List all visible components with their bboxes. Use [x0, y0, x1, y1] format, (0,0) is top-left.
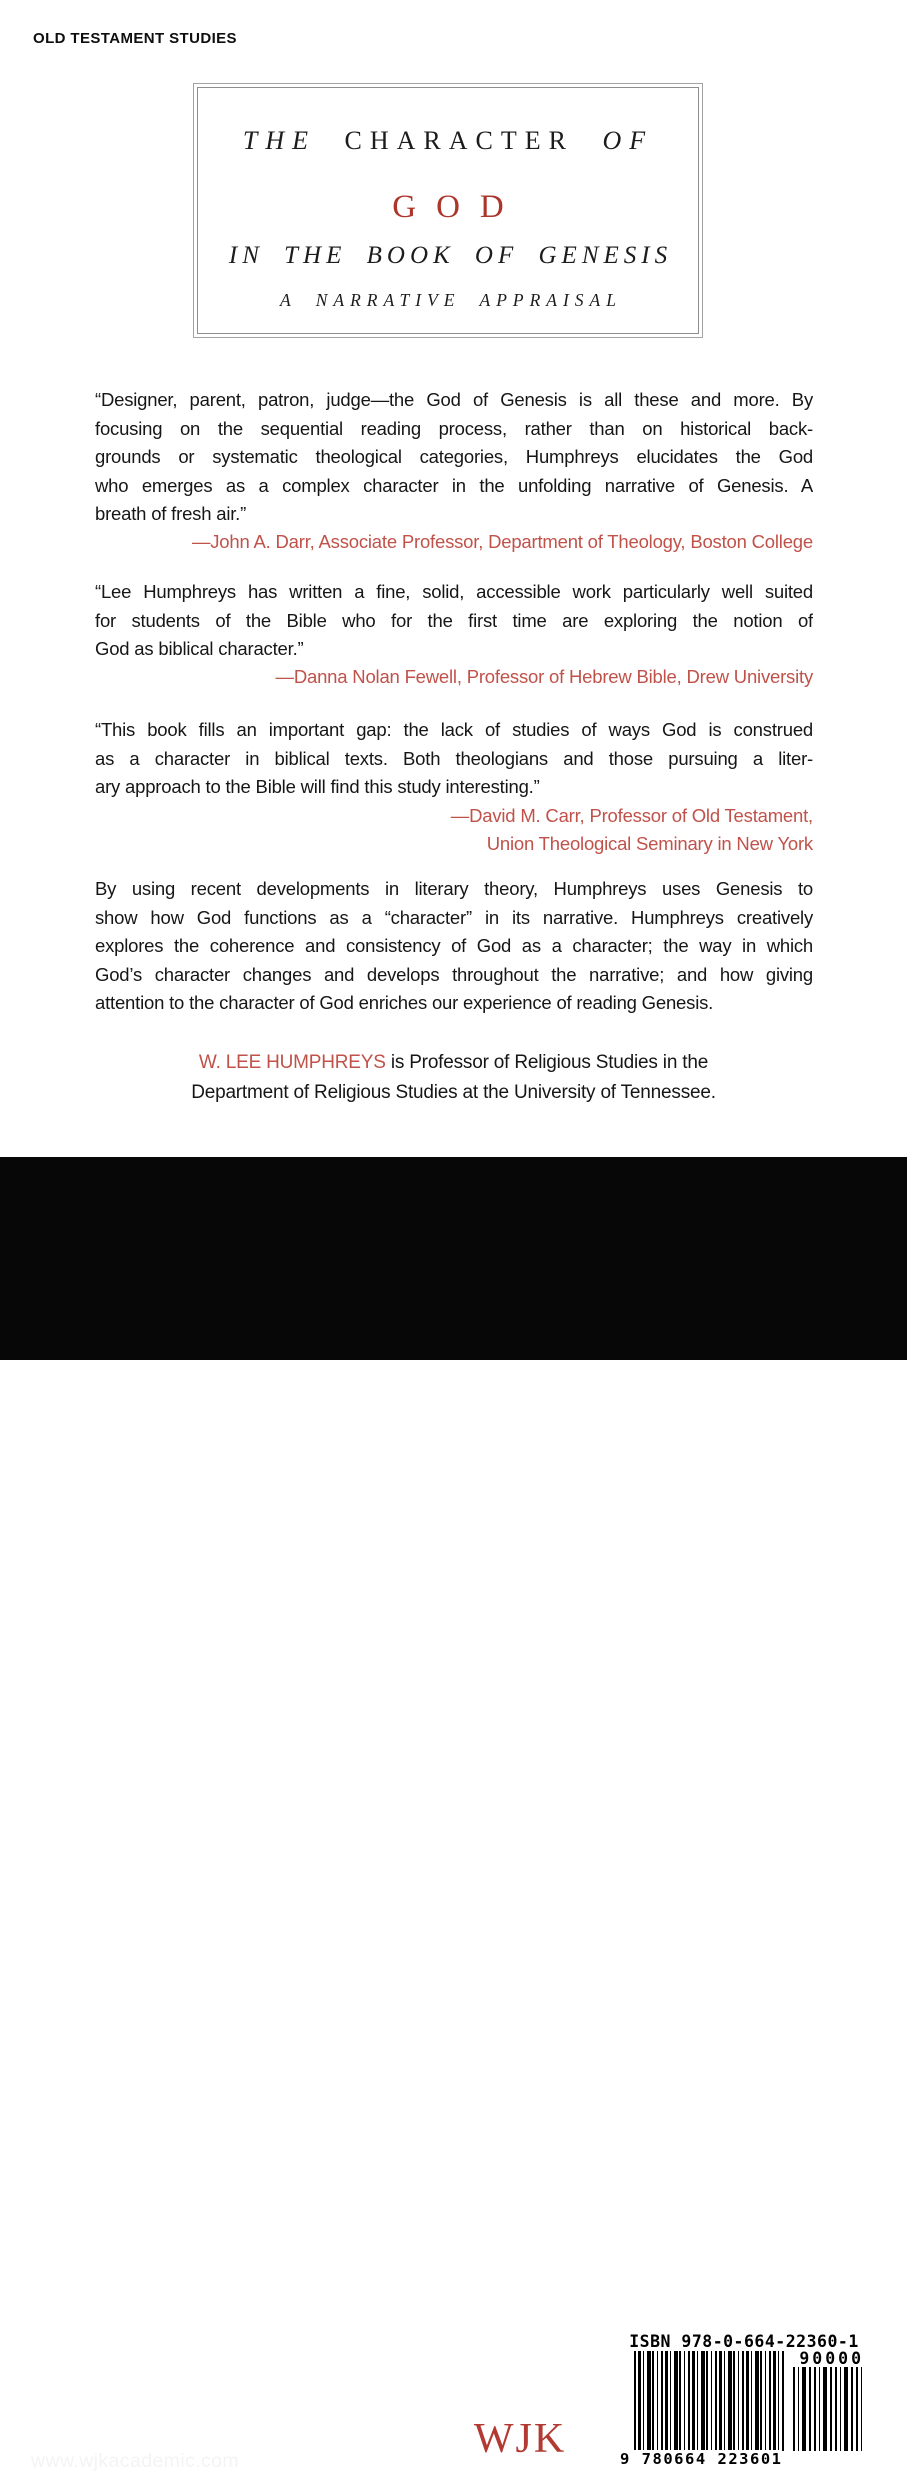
title-line-main: [198, 126, 698, 156]
text-line: attention to the character of God enriches our experience of reading Genesis.: [95, 992, 714, 1014]
description-paragraph: [95, 875, 813, 1018]
title-tagline: A NARRATIVE APPRAISAL: [280, 290, 622, 310]
barcode-bars-supplement: [793, 2367, 863, 2451]
text-line: “Lee Humphreys has written a fine, solid, accessible work particularly well suited: [95, 581, 813, 602]
text-line: focusing on the sequential reading process, rather than on historical back-: [95, 417, 813, 439]
author-bio: [173, 1048, 734, 1108]
text-line: Union Theological Seminary in New York: [486, 833, 813, 855]
publisher-logo: [439, 2400, 599, 2475]
description-lines: [95, 875, 813, 1018]
quote-2-lines: [95, 578, 813, 664]
publisher-wjk-monogram: WJK: [473, 2416, 567, 2462]
text-line: for students of the Bible who for the first time are exploring the notion of: [95, 609, 813, 631]
text-line: explores the coherence and consistency of God as a character; the way in which: [95, 935, 813, 957]
title-box-inner-border: [197, 87, 699, 334]
text-line: who emerges as a complex character in the unfolding narrative of Genesis. A: [95, 474, 813, 496]
barcode-bars-main: [634, 2351, 784, 2451]
text-line: “This book fills an important gap: the lack of studies of ways God is construed: [95, 719, 813, 740]
text-line: God’s character changes and develops throughout the narrative; and how giving: [95, 963, 813, 985]
barcode: [618, 2329, 870, 2472]
quote-1-lines: [95, 386, 813, 529]
text-line: ary approach to the Bible will find this study interesting.”: [95, 776, 540, 798]
title-word-the: THE: [242, 126, 316, 155]
quote-paragraph-2: [95, 578, 813, 691]
author-bio-line-2: Department of Religious Studies at the University of Tennessee.: [191, 1082, 716, 1103]
publisher-city-london: LONDON: [456, 2460, 518, 2474]
text-line: breath of fresh air.”: [95, 503, 247, 525]
text-line: as a character in biblical texts. Both theologians and those pursuing a liter-: [95, 747, 813, 769]
title-subtitle: IN THE BOOK OF GENESIS: [228, 242, 673, 269]
quote-3-attribution: [95, 802, 813, 859]
series-label: OLD TESTAMENT STUDIES: [33, 30, 237, 47]
quote-2-attribution: —Danna Nolan Fewell, Professor of Hebrew Bible, Drew University: [275, 665, 813, 687]
title-word-character: CHARACTER: [344, 126, 574, 155]
text-line: God as biblical character.”: [95, 638, 304, 660]
publisher-cities-bottom: [456, 2460, 582, 2475]
quote-1-attribution: —John A. Darr, Associate Professor, Department of Theology, Boston College: [191, 530, 813, 552]
footer-bar: [0, 1157, 907, 2474]
author-bio-rest: is Professor of Religious Studies in the: [385, 1052, 709, 1073]
author-bio-line-1: [173, 1048, 734, 1078]
publisher-city-leiden: LEIDEN: [527, 2460, 582, 2474]
author-name: W. LEE HUMPHREYS: [198, 1052, 386, 1073]
title-box: [193, 83, 703, 338]
barcode-isbn-label: ISBN 978-0-664-22360-1: [629, 2332, 859, 2351]
barcode-digits: 9 780664 223601: [620, 2450, 783, 2468]
text-line: —David M. Carr, Professor of Old Testament,: [450, 804, 813, 826]
text-line: show how God functions as a “character” in its narrative. Humphreys creatively: [95, 906, 813, 928]
text-line: “Designer, parent, patron, judge—the God of Genesis is all these and more. By: [95, 389, 813, 410]
text-line: By using recent developments in literary theory, Humphreys uses Genesis to: [95, 878, 813, 899]
barcode-price-code: 90000: [799, 2349, 864, 2368]
quote-paragraph-1: [95, 386, 813, 557]
website-url: www.wjkacademic.com: [31, 2450, 240, 2472]
publisher-city-louisville: LOUISVILLE: [458, 2400, 584, 2417]
quote-paragraph-3: [95, 716, 813, 859]
text-line: grounds or systematic theological categories, Humphreys elucidates the God: [95, 446, 813, 468]
title-word-of: OF: [602, 126, 654, 155]
title-word-god: GOD: [392, 189, 524, 225]
quote-3-lines: [95, 716, 813, 802]
